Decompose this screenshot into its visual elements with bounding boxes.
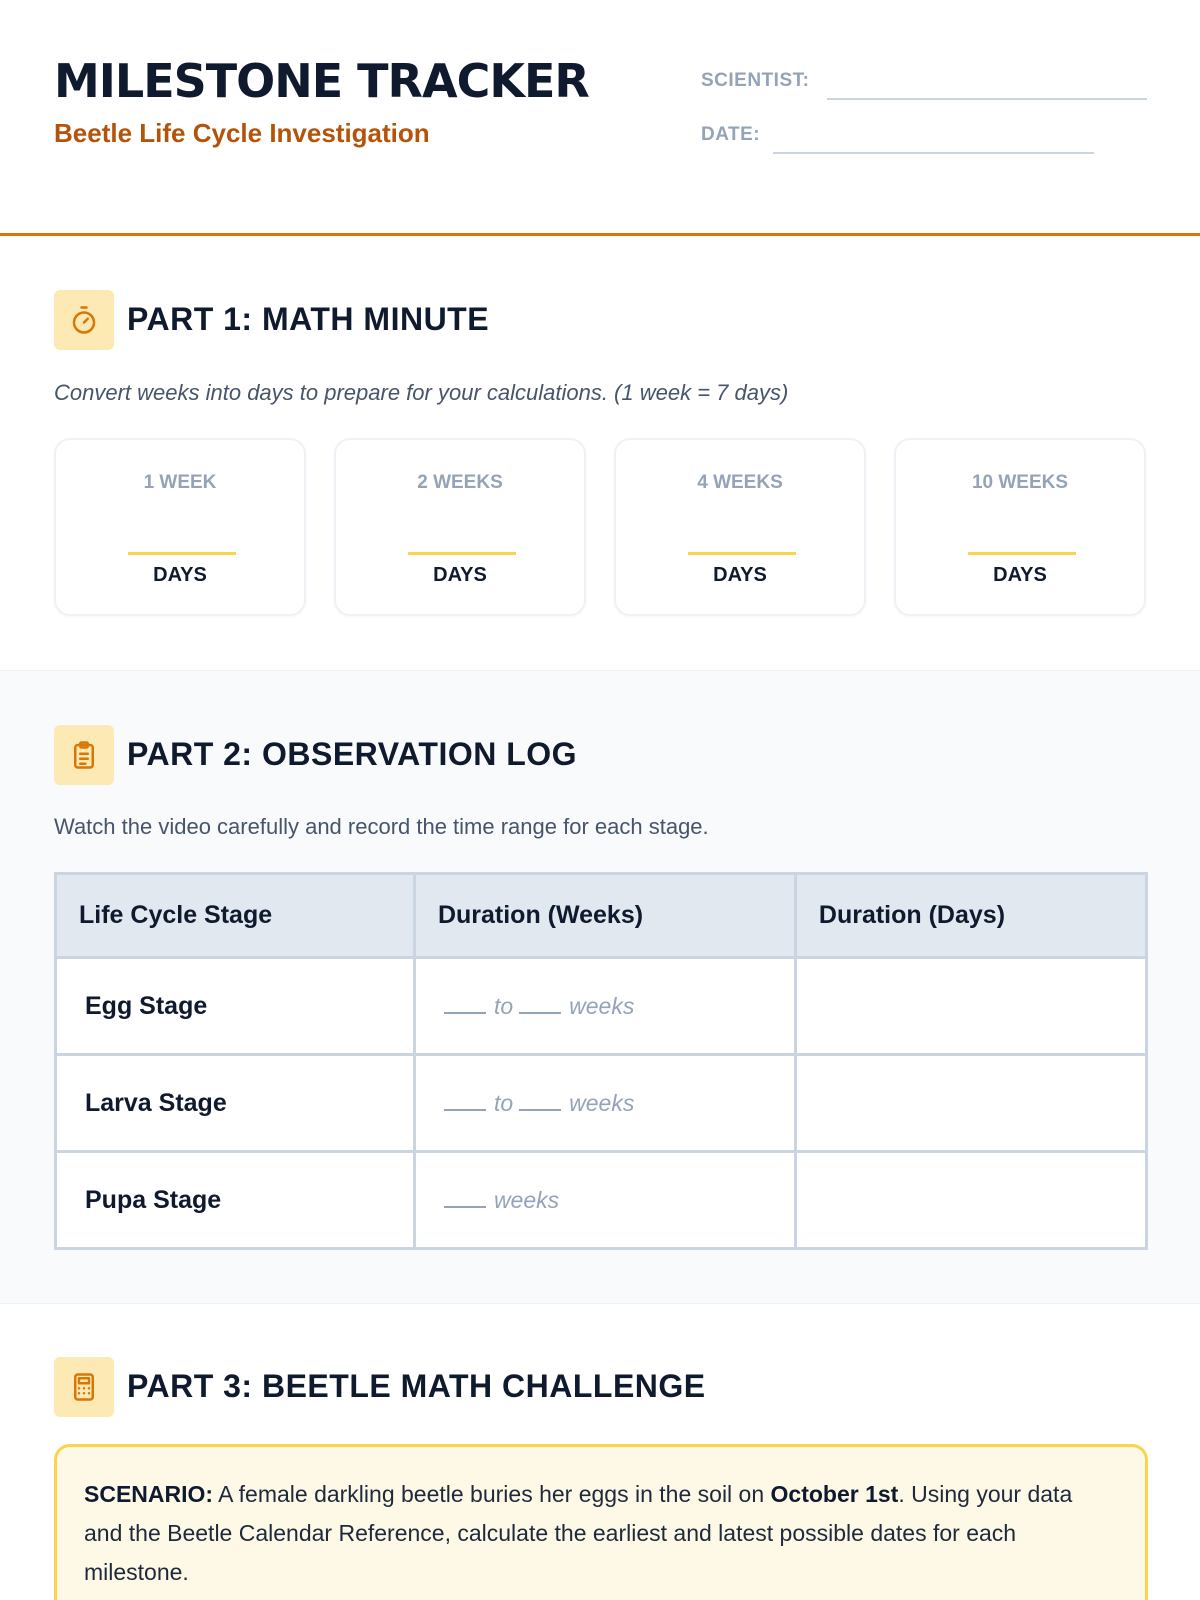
stage-name: Egg Stage [56, 958, 415, 1055]
answer-blank[interactable] [968, 552, 1076, 555]
page-title: MILESTONE TRACKER [54, 54, 589, 108]
part1-title: PART 1: MATH MINUTE [127, 301, 490, 337]
conversion-card [54, 438, 306, 616]
weeks-cell[interactable] [414, 958, 795, 1055]
weeks-cell[interactable] [414, 1055, 795, 1152]
card-unit: DAYS [713, 564, 767, 586]
clipboard-icon [54, 725, 114, 785]
answer-blank[interactable] [519, 1109, 561, 1111]
table-row [56, 1055, 1147, 1152]
to-text: to [493, 1089, 514, 1116]
scenario-text [84, 1475, 1114, 1592]
conversion-card [894, 438, 1146, 616]
answer-blank[interactable] [444, 1012, 486, 1014]
scientist-label: SCIENTIST: [701, 70, 810, 91]
answer-blank[interactable] [444, 1109, 486, 1111]
scenario-pre: A female darkling beetle buries her eggs in the soil on [213, 1481, 771, 1507]
answer-blank[interactable] [688, 552, 796, 555]
card-label: 1 WEEK [143, 472, 217, 493]
scenario-date: October 1st [770, 1481, 899, 1507]
scenario-label: SCENARIO: [84, 1481, 214, 1507]
card-unit: DAYS [153, 564, 207, 586]
date-field[interactable] [773, 152, 1094, 154]
part3-title: PART 3: BEETLE MATH CHALLENGE [127, 1368, 706, 1404]
stopwatch-icon [54, 290, 114, 350]
worksheet-header [0, 0, 1200, 236]
answer-blank[interactable] [519, 1012, 561, 1014]
table-header-row [56, 874, 1147, 958]
part2-instructions: Watch the video carefully and record the time range for each stage. [54, 814, 709, 839]
to-text: to [493, 992, 514, 1019]
card-unit: DAYS [993, 564, 1047, 586]
unit-text: weeks [569, 992, 635, 1019]
stage-name: Larva Stage [56, 1055, 415, 1152]
card-label: 4 WEEKS [697, 472, 783, 493]
conversion-card [334, 438, 586, 616]
column-header: Duration (Days) [795, 874, 1146, 958]
card-label: 2 WEEKS [417, 472, 503, 493]
days-cell[interactable] [795, 1152, 1146, 1249]
scenario-box [54, 1444, 1148, 1600]
table-row [56, 958, 1147, 1055]
observation-table [54, 872, 1148, 1250]
scientist-field[interactable] [827, 98, 1147, 100]
page-subtitle: Beetle Life Cycle Investigation [54, 118, 430, 148]
conversion-card [614, 438, 866, 616]
part2-title: PART 2: OBSERVATION LOG [127, 736, 578, 772]
card-unit: DAYS [433, 564, 487, 586]
answer-blank[interactable] [444, 1206, 486, 1208]
card-label: 10 WEEKS [971, 472, 1069, 493]
unit-text: weeks [569, 1089, 635, 1116]
answer-blank[interactable] [408, 552, 516, 555]
table-row [56, 1152, 1147, 1249]
weeks-cell[interactable] [414, 1152, 795, 1249]
unit-text: weeks [493, 1186, 560, 1213]
calculator-icon [54, 1357, 114, 1417]
date-label: DATE: [701, 124, 761, 145]
stage-name: Pupa Stage [56, 1152, 415, 1249]
days-cell[interactable] [795, 1055, 1146, 1152]
scenario-post: . Using your data and the Beetle Calendar Reference, calculate the earliest and latest possible dates for each milestone. [84, 1481, 1073, 1585]
part1-instructions: Convert weeks into days to prepare for your calculations. (1 week = 7 days) [54, 380, 789, 405]
answer-blank[interactable] [128, 552, 236, 555]
days-cell[interactable] [795, 958, 1146, 1055]
column-header: Life Cycle Stage [56, 874, 415, 958]
column-header: Duration (Weeks) [414, 874, 795, 958]
